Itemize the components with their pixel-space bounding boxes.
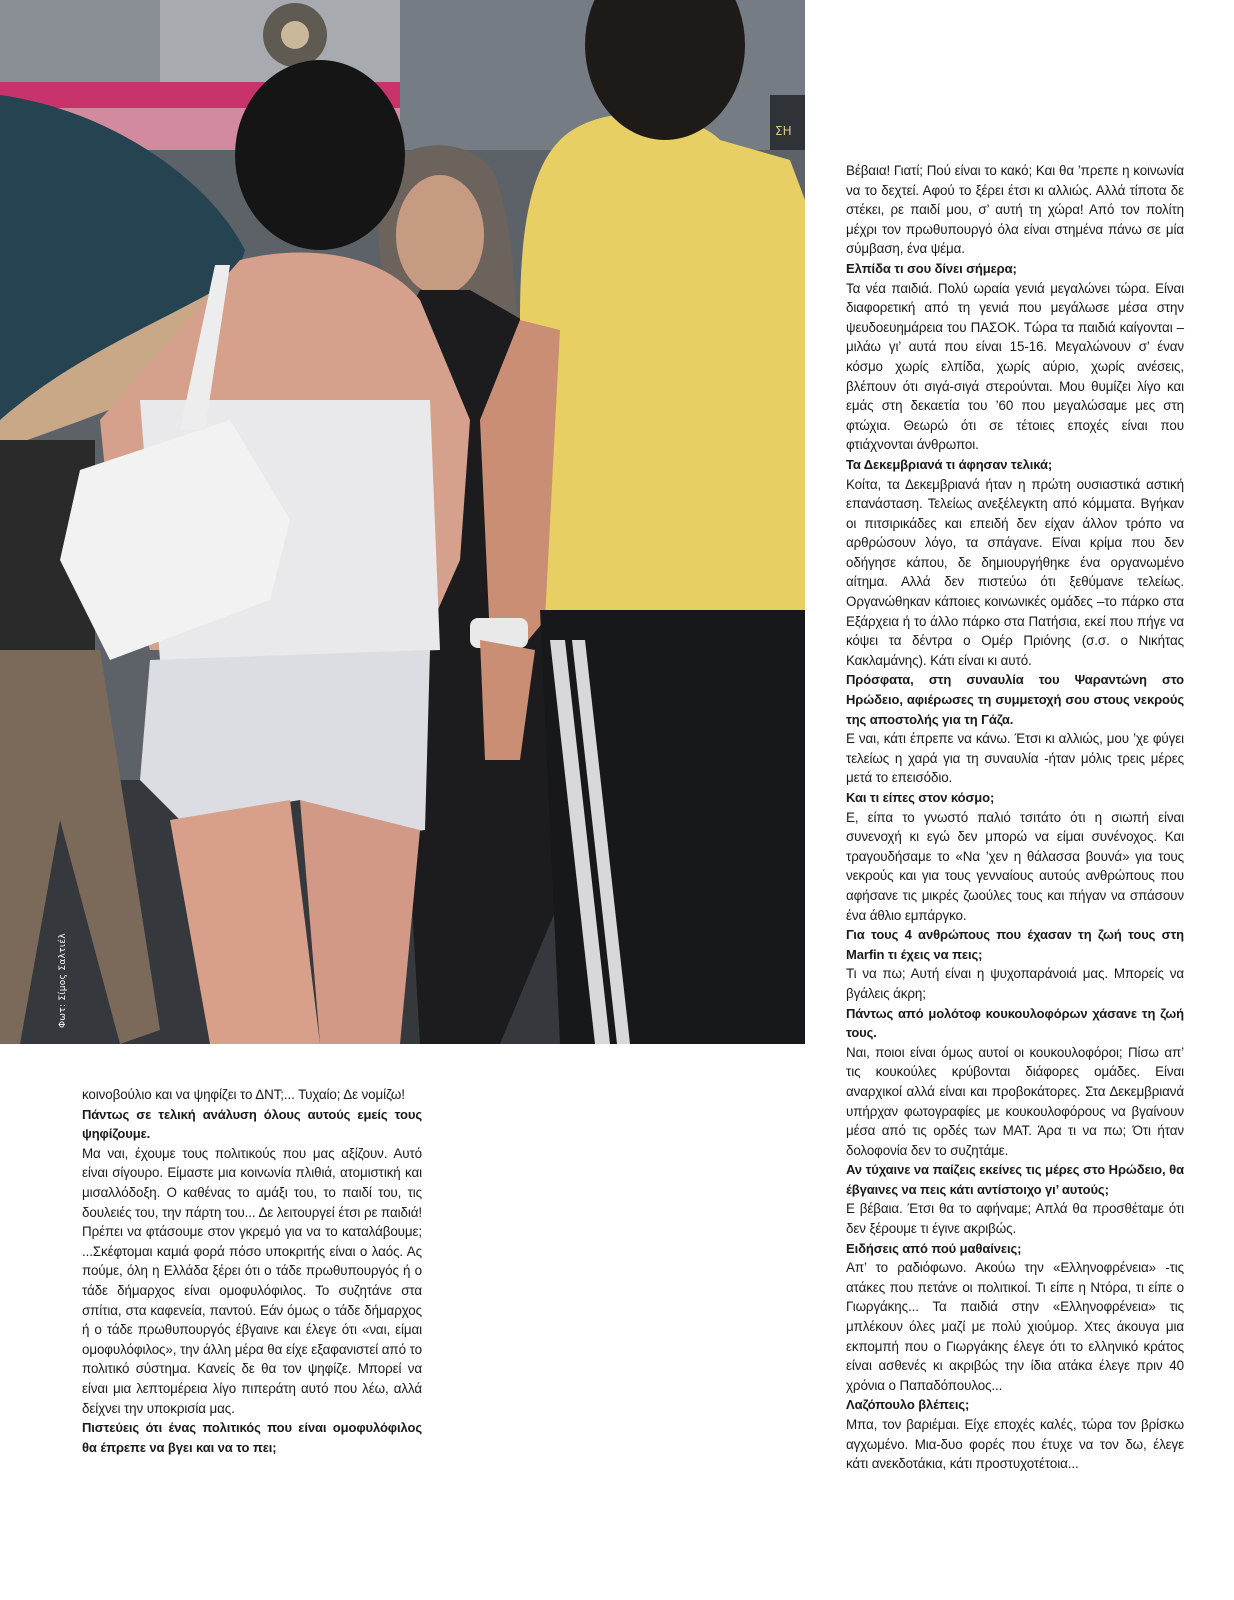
interview-answer: Μα ναι, έχουμε τους πολιτικούς που μας αξίζουν. Αυτό είναι σίγουρο. Είμαστε μια κοινωνία πλιθιά, ατομιστική και μισαλλόδοξη. Ο καθένας το αμάξι του, το παιδί του, τις δουλειές του, την πάρτη του... Δε λειτουργεί έτσι ρε παιδιά! Πρέπει να φτάσουμε στον γκρεμό για να το καταλάβουμε; ...Σκέφτομαι καμιά φορά πόσο υποκριτής είναι ο λαός. Ας πούμε, όλη η Ελλάδα ξέρει ότι ο τάδε πρωθυπουργός ή ο τάδε δήμαρχος είναι ομοφυλόφιλος. Το συζητάνε στα σπίτια, στα καφενεία, παντού. Εάν όμως ο τάδε δήμαρχος ή ο τάδε πρωθυπουργός έβγαινε και έλεγε ότι «ναι, είμαι ομοφυλόφιλος», την άλλη μέρα θα είχε εξαφανιστεί από το πολιτικό σύστημα. Κανείς δε θα τον ψηφίζε. Μπορεί να είναι μια λεπτομέρεια λίγο πιπεράτη αυτό που λέω, αλλά δείχνει την υποκρισία μας. <box>82 1145 422 1416</box>
interview-answer: κοινοβούλιο και να ψηφίζει το ΔΝΤ;... Τυχαίο; Δε νομίζω! <box>82 1087 405 1102</box>
interview-question: Ειδήσεις από πού μαθαίνεις; <box>846 1240 1022 1256</box>
article-column-right <box>846 161 1184 1474</box>
article-column-left <box>82 1085 422 1457</box>
interview-question: Πρόσφατα, στη συναυλία του Ψαραντώνη στο Ηρώδειο, αφιέρωσες τη συμμετοχή σου στους νεκρούς της αποστολής για τη Γάζα. <box>846 672 1184 727</box>
interview-answer: Απ’ το ραδιόφωνο. Ακούω την «Ελληνοφρένεια» -τις ατάκες που πετάνε οι πολιτικοί. Τι είπε η Ντόρα, τι είπε ο Γιωργάκης... Τα παιδιά στην «Ελληνοφρένεια» τις μπλέκουν όλες μαζί με πολύ χιούμορ. Χτες άκουγα μια εκπομπή που ο Γιωργάκης έλεγε ότι το ελληνικό κράτος είναι ασθενές κι ακριβώς την ίδια ατάκα έλεγε πριν 40 χρόνια ο Παπαδόπουλος... <box>846 1260 1184 1393</box>
interview-answer: Ναι, ποιοι είναι όμως αυτοί οι κουκουλοφόροι; Πίσω απ’ τις κουκούλες κρύβονται διάφορες ομάδες. Είναι αναρχικοί αλλά είναι και προβοκάτορες. Στα Δεκεμβριανά υπήρχαν φωτογραφίες με κουκουλοφόρους να βγαίνουν μέσα από τις ορδές των ΜΑΤ. Άρα τι να πω; Ότι ήταν δολοφονία δεν το συζητάμε. <box>846 1044 1184 1158</box>
interview-answer: Μπα, τον βαριέμαι. Είχε εποχές καλές, τώρα τον βρίσκω αγχωμένο. Μια-δυο φορές που έτυχε να τον δω, έλεγε κάτι ανεκδοτάκια, κάτι προστυχοτέτοια... <box>846 1417 1184 1472</box>
interview-answer: Κοίτα, τα Δεκεμβριανά ήταν η πρώτη ουσιαστικά αστική επανάσταση. Τελείως ανεξέλεγκτη από κόμματα. Βγήκαν οι πιτσιρικάδες και επειδή δεν είχαν άλλον τρόπο να αρθρώσουν λόγο, τα σπάγανε. Είναι κρίμα που δεν οδήγησε κάπου, δε δημιουργήθηκε ένα οργανωμένο αίτημα. Αλλά δεν πιστεύω ότι ξεθύμανε τελείως. Οργανώθηκαν κάποιες κοινωνικές ομάδες –το πάρκο στα Εξάρχεια ή το άλλο πάρκο στα Πατήσια, εκεί που πήγε να κόψει τα δέντρα ο Ομέρ Πριόνης (σ.σ. ο Νικήτας Κακλαμάνης). Κάτι είναι κι αυτό. <box>846 476 1184 668</box>
interview-question: Για τους 4 ανθρώπους που έχασαν τη ζωή τους στη Marfin τι έχεις να πεις; <box>846 927 1184 962</box>
interview-answer: Τι να πω; Αυτή είναι η ψυχοπαράνοιά μας. Μπορείς να βγάλεις άκρη; <box>846 966 1184 1001</box>
interview-answer: Τα νέα παιδιά. Πολύ ωραία γενιά μεγαλώνει τώρα. Είναι διαφορετική από τη γενιά που μεγάλωσε μέσα στην ψευδοευημάρεια του ΠΑΣΟΚ. Τώρα τα παιδιά καίγονται –μιλάω γι’ αυτά που είναι 15-16. Μεγαλώνουν σ’ έναν κόσμο χωρίς ελπίδα, χωρίς αύριο, χωρίς ανέσεις, βλέπουν ότι σιγά-σιγά στερούνται. Μου θυμίζει λίγο και εμάς στη δεκαετία του ’60 που μεγαλώσαμε μες στη φτώχια. Θεωρώ ότι σε τέτοιες εποχές είναι που φτιάχνονται άνθρωποι. <box>846 280 1184 453</box>
interview-question: Τα Δεκεμβριανά τι άφησαν τελικά; <box>846 456 1053 472</box>
interview-question: Ελπίδα τι σου δίνει σήμερα; <box>846 260 1017 276</box>
interview-question: Αν τύχαινε να παίζεις εκείνες τις μέρες στο Ηρώδειο, θα έβγαινες να πεις κάτι αντίστοιχο γι’ αυτούς; <box>846 1162 1184 1197</box>
interview-answer: Ε ναι, κάτι έπρεπε να κάνω. Έτσι κι αλλιώς, μου ’χε φύγει τελείως η χαρά για τη συναυλία -ήταν μόλις τρεις μέρες μετά το επεισόδιο. <box>846 731 1184 786</box>
interview-question: Πιστεύεις ότι ένας πολιτικός που είναι ομοφυλόφιλος θα έπρεπε να βγει και να το πει; <box>82 1420 422 1455</box>
photo-credit: Φωτ: Σίμος Σαλτιέλ <box>58 932 68 1028</box>
interview-question: Πάντως σε τελική ανάλυση όλους αυτούς εμείς τους ψηφίζουμε. <box>82 1106 422 1142</box>
interview-question: Πάντως από μολότοφ κουκουλοφόρων χάσανε τη ζωή τους. <box>846 1005 1184 1041</box>
interview-answer: Ε βέβαια. Έτσι θα το αφήναμε; Απλά θα προσθέταμε ότι δεν ξέρουμε τι έγινε ακριβώς. <box>846 1201 1184 1237</box>
sign-text: ΣΗ <box>775 124 792 138</box>
interview-answer: Βέβαια! Γιατί; Πού είναι το κακό; Και θα ’πρεπε η κοινωνία να το δεχτεί. Αφού το ξέρει έτσι κι αλλιώς. Αλλά τίποτα δε στέκει, ρε παιδί μου, σ’ αυτή τη χώρα! Από τον πολίτη μέχρι τον πρωθυπουργό όλα είναι στημένα πάνω σε μία σύμβαση, ένα ψέμα. <box>846 163 1184 257</box>
interview-question: Λαζόπουλο βλέπεις; <box>846 1397 970 1413</box>
interview-answer: Ε, είπα το γνωστό παλιό τσιτάτο ότι η σιωπή είναι συνενοχή κι εγώ δεν μπορώ να είμαι συνένοχος. Και τραγουδήσαμε το «Να ’χεν η θάλασσα βουνά» για τους νεκρούς και για τους γενναίους αυτούς ανθρώπους που αφήσανε τις μικρές ζωούλες τους και πήγαν να σπάσουν ένα άθλιο εμπάργκο. <box>846 809 1184 923</box>
interview-question: Και τι είπες στον κόσμο; <box>846 790 995 805</box>
street-photo <box>0 0 805 1044</box>
street-scene-illustration <box>0 0 805 1044</box>
